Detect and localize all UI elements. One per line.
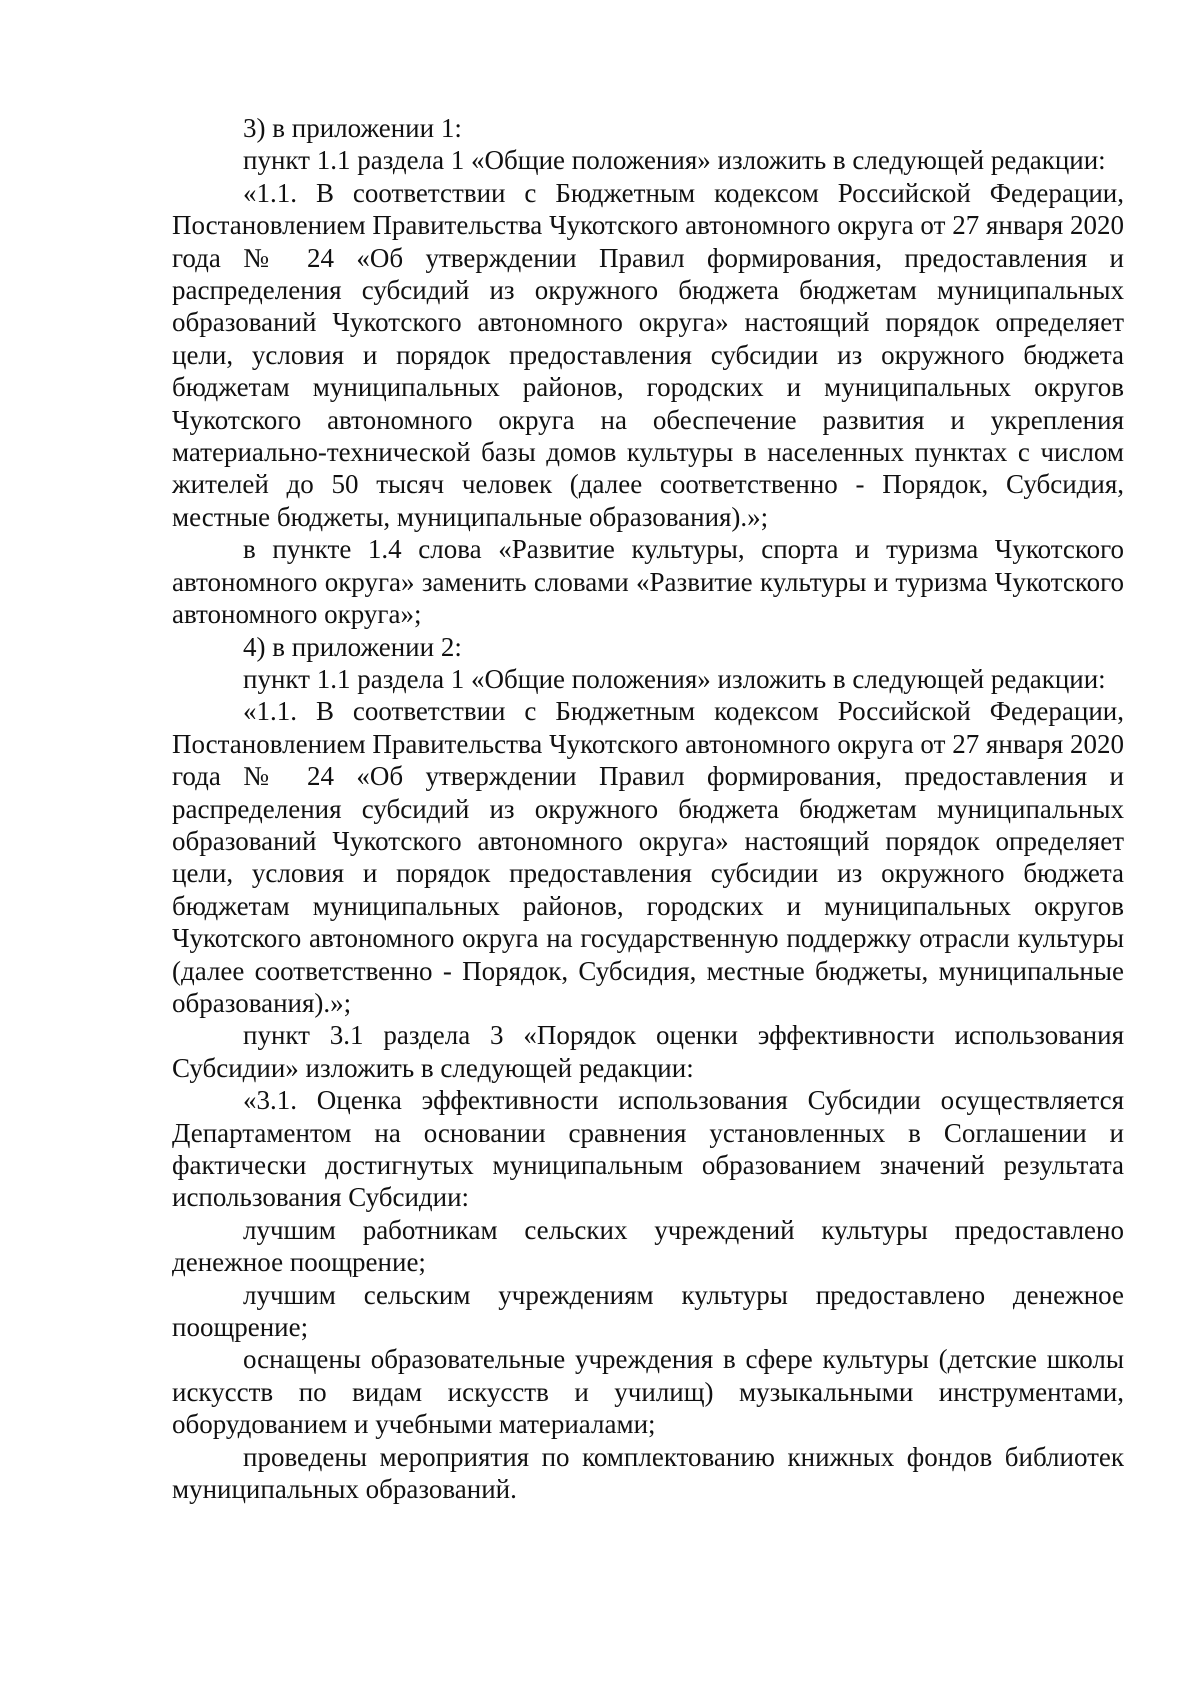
- paragraph-item-11: лучшим сельским учреждениям культуры предоставлено денежное поощрение;: [172, 1279, 1124, 1343]
- document-page: [172, 112, 1124, 1505]
- paragraph-item-7: «1.1. В соответствии с Бюджетным кодексом Российской Федерации, Постановлением Правительства Чукотского автономного округа от 27 января 2020 года № 24 «Об утверждении Правил формирования, предоставления и распределения субсидий из окружного бюджета бюджетам муниципальных образований Чукотского автономного округа» настоящий порядок определяет цели, условия и порядок предоставления субсидии из окружного бюджета бюджетам муниципальных районов, городских и муниципальных округов Чукотского автономного округа на государственную поддержку отрасли культуры (далее соответственно - Порядок, Субсидия, местные бюджеты, муниципальные образования).»;: [172, 696, 1124, 1018]
- paragraph-item-8: пункт 3.1 раздела 3 «Порядок оценки эффективности использования Субсидии» изложить в следующей редакции:: [172, 1020, 1124, 1083]
- paragraph-item-3: «1.1. В соответствии с Бюджетным кодексом Российской Федерации, Постановлением Правительства Чукотского автономного округа от 27 января 2020 года № 24 «Об утверждении Правил формирования, предоставления и распределения субсидий из окружного бюджета бюджетам муниципальных образований Чукотского автономного округа» настоящий порядок определяет цели, условия и порядок предоставления субсидии из окружного бюджета бюджетам муниципальных районов, городских и муниципальных округов Чукотского автономного округа на обеспечение развития и укрепления материально-технической базы домов культуры в населенных пунктах с числом жителей до 50 тысяч человек (далее соответственно - Порядок, Субсидия, местные бюджеты, муниципальные образования).»;: [172, 177, 1124, 532]
- paragraph-item-12: оснащены образовательные учреждения в сфере культуры (детские школы искусств по видам искусств и училищ) музыкальными инструментами, оборудованием и учебными материалами;: [172, 1344, 1124, 1440]
- paragraph-item-6: пункт 1.1 раздела 1 «Общие положения» изложить в следующей редакции:: [243, 663, 1106, 694]
- paragraph-item-4: в пункте 1.4 слова «Развитие культуры, спорта и туризма Чукотского автономного округа» заменить словами «Развитие культуры и туризма Чукотского автономного округа»;: [172, 534, 1124, 630]
- paragraph-item-1: 3) в приложении 1:: [243, 113, 462, 143]
- paragraph-item-10: лучшим работникам сельских учреждений культуры предоставлено денежное поощрение;: [172, 1214, 1124, 1278]
- paragraph-item-9: «3.1. Оценка эффективности использования Субсидии осуществляется Департаментом на основании сравнения установленных в Соглашении и фактически достигнутых муниципальным образованием значений результата использования Субсидии:: [172, 1085, 1124, 1213]
- paragraph-item-13: проведены мероприятия по комплектованию книжных фондов библиотек муниципальных образований.: [172, 1441, 1124, 1505]
- paragraph-item-2: пункт 1.1 раздела 1 «Общие положения» изложить в следующей редакции:: [243, 145, 1106, 176]
- paragraph-item-5: 4) в приложении 2:: [243, 631, 462, 662]
